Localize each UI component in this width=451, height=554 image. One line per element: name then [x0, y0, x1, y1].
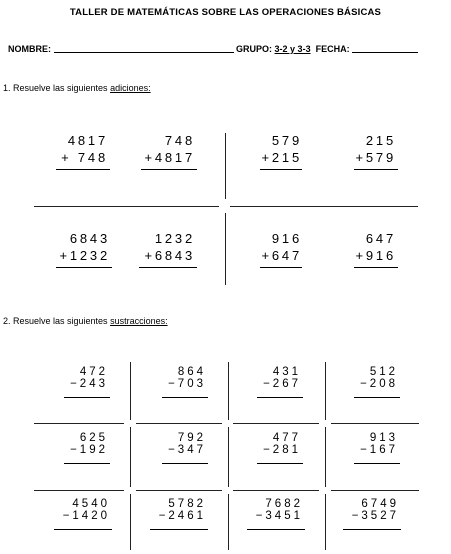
subtraction-grid-vline-1a: [130, 362, 131, 420]
subtrahend: −1420: [62, 510, 110, 522]
addition-grid-vline-bottom: [225, 213, 226, 285]
addend-top: 748: [164, 133, 195, 148]
subtraction-grid-vline-2c: [228, 494, 229, 550]
subtraction-grid-hline-r2-c2: [136, 490, 222, 491]
addition-grid-hline-left: [34, 206, 219, 207]
section-subtractions-topic: sustracciones:: [110, 316, 168, 326]
subtraction-grid-vline-2b: [228, 427, 229, 487]
minuend: 625: [79, 432, 108, 444]
header-row: [8, 44, 418, 54]
subtrahend: −2461: [158, 510, 206, 522]
minuend: 6749: [361, 498, 399, 510]
subtraction-problem: [243, 498, 303, 522]
subtraction-grid-hline-r2-c4: [331, 490, 419, 491]
worksheet-title: TALLER DE MATEMÁTICAS SOBRE LAS OPERACIONES BÁSICAS: [69, 7, 382, 18]
fecha-blank[interactable]: [352, 52, 418, 53]
addend-bottom: +1232: [59, 248, 110, 263]
subtrahend: −167: [360, 444, 398, 456]
minuend: 4540: [72, 498, 110, 510]
subtrahend: −3451: [255, 510, 303, 522]
answer-line: [64, 463, 110, 464]
answer-line: [162, 397, 208, 398]
nombre-label: NOMBRE:: [8, 44, 51, 54]
addition-problem: [240, 133, 302, 165]
addition-problem: [137, 133, 195, 165]
subtraction-grid-vline-1b: [130, 427, 131, 487]
section-additions-prefix: 1. Resuelve las siguientes: [3, 83, 111, 93]
subtraction-problem: [146, 498, 206, 522]
subtrahend: −243: [70, 378, 108, 390]
addend-bottom: +916: [355, 248, 396, 263]
nombre-blank[interactable]: [54, 52, 234, 53]
addition-problem: [135, 231, 195, 263]
subtraction-grid-hline-r2-c3: [233, 490, 319, 491]
subtraction-problem: [342, 366, 398, 390]
subtrahend: −347: [168, 444, 206, 456]
subtraction-problem: [148, 432, 206, 456]
minuend: 512: [369, 366, 398, 378]
addend-top: 1232: [154, 231, 195, 246]
subtraction-problem: [148, 366, 206, 390]
minuend: 431: [272, 366, 301, 378]
subtraction-grid-vline-1c: [130, 494, 131, 550]
subtrahend: −192: [70, 444, 108, 456]
answer-line: [247, 529, 305, 530]
subtraction-grid-hline-r1-c3: [233, 423, 319, 424]
fecha-label: FECHA:: [315, 44, 350, 54]
section-subtractions-heading: [3, 316, 168, 326]
subtraction-grid-vline-3c: [325, 494, 326, 550]
answer-line: [343, 529, 401, 530]
answer-line: [354, 169, 398, 170]
section-additions-topic: adiciones:: [110, 83, 151, 93]
minuend: 792: [177, 432, 206, 444]
addend-top: 215: [365, 133, 396, 148]
addition-problem: [336, 133, 396, 165]
answer-line: [56, 169, 110, 170]
answer-line: [354, 463, 400, 464]
subtraction-grid-hline-r1-c2: [136, 423, 222, 424]
addend-bottom: +6843: [144, 248, 195, 263]
minuend: 477: [272, 432, 301, 444]
subtrahend: −3527: [351, 510, 399, 522]
subtrahend: −208: [360, 378, 398, 390]
answer-line: [354, 267, 398, 268]
answer-line: [162, 463, 208, 464]
section-subtractions-prefix: 2. Resuelve las siguientes: [3, 316, 111, 326]
subtraction-problem: [50, 366, 108, 390]
subtraction-problem: [245, 366, 301, 390]
subtraction-grid-hline-r2-c1: [34, 490, 124, 491]
grupo-label: GRUPO:: [236, 44, 273, 54]
answer-line: [139, 267, 197, 268]
subtraction-problem: [245, 432, 301, 456]
addend-bottom: +647: [261, 248, 302, 263]
addend-bottom: +4817: [144, 150, 195, 165]
subtraction-problem: [50, 432, 108, 456]
addend-bottom: +215: [261, 150, 302, 165]
addition-grid-vline-top: [225, 133, 226, 199]
addend-bottom: + 748: [61, 150, 108, 165]
answer-line: [257, 397, 303, 398]
addend-top: 647: [365, 231, 396, 246]
addition-problem: [50, 231, 110, 263]
addend-top: 6843: [69, 231, 110, 246]
minuend: 913: [369, 432, 398, 444]
subtrahend: −703: [168, 378, 206, 390]
answer-line: [150, 529, 208, 530]
addend-bottom: +579: [355, 150, 396, 165]
answer-line: [141, 169, 197, 170]
addition-problem: [240, 231, 302, 263]
addition-problem: [50, 133, 108, 165]
subtraction-grid-hline-r1-c4: [331, 423, 419, 424]
grupo-value: 3-2 y 3-3: [274, 44, 311, 54]
minuend: 864: [177, 366, 206, 378]
addend-top: 579: [271, 133, 302, 148]
answer-line: [257, 463, 303, 464]
answer-line: [54, 529, 112, 530]
subtraction-grid-hline-r1-c1: [34, 423, 124, 424]
answer-line: [64, 397, 110, 398]
minuend: 5782: [168, 498, 206, 510]
subtraction-grid-vline-3a: [325, 362, 326, 420]
answer-line: [56, 267, 112, 268]
subtraction-problem: [342, 432, 398, 456]
answer-line: [260, 169, 302, 170]
section-additions-heading: [3, 83, 151, 93]
minuend: 7682: [265, 498, 303, 510]
minuend: 472: [79, 366, 108, 378]
addend-top: 4817: [67, 133, 108, 148]
subtraction-problem: [50, 498, 110, 522]
answer-line: [260, 267, 302, 268]
subtrahend: −281: [263, 444, 301, 456]
addend-top: 916: [271, 231, 302, 246]
addition-grid-hline-right: [230, 206, 418, 207]
subtraction-problem: [339, 498, 399, 522]
answer-line: [354, 397, 400, 398]
subtraction-grid-vline-3b: [325, 427, 326, 487]
subtraction-grid-vline-2a: [228, 362, 229, 420]
subtrahend: −267: [263, 378, 301, 390]
addition-problem: [336, 231, 396, 263]
